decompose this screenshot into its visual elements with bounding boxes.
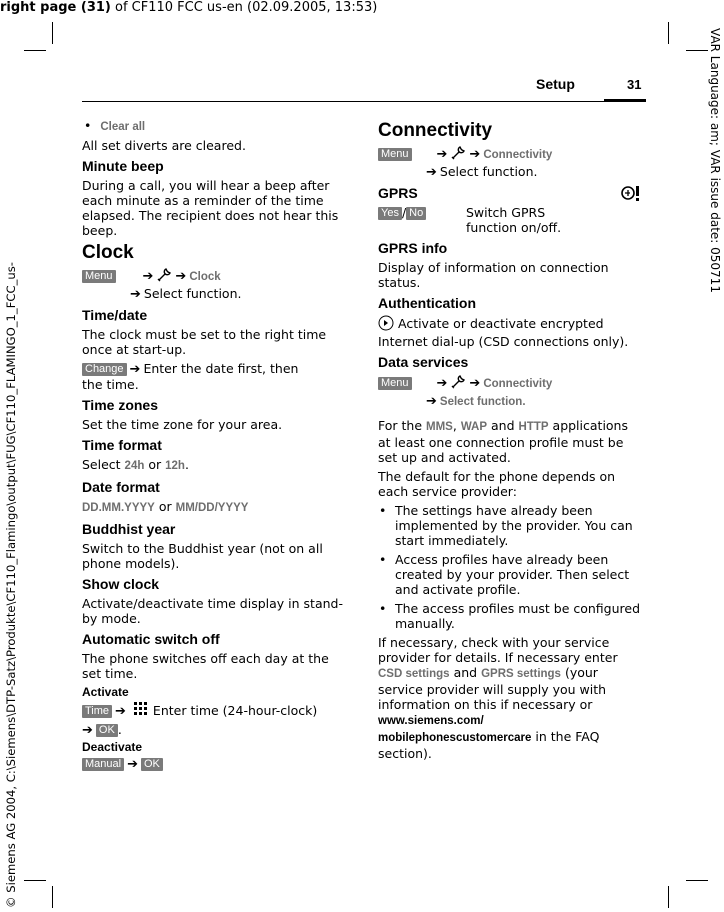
arrow-icon: ➔ <box>175 269 187 284</box>
arrow-icon: ➔ <box>82 723 93 738</box>
manual-softkey[interactable]: Manual <box>82 758 124 771</box>
left-column: • Clear all All set diverts are cleared. Minute beep During a call, you will hear a beep after each minute as a reminder of the time elapsed. The recipient does not hear this beep. Clock Menu ➔ ➔ Clock ➔ Select function. Time/date The clock must be set to the right time once at start-up. Change ➔ Enter the date first, then the time. Time zones Set the time zone for your area. Time format Select 24h or 12h. Date format DD.MM.YYYY or MM/DD/YYYY Buddhist year Switch to the Buddhist year (not on all phone models). Show clock Activate/deactivate time display in stand-by mode. Automatic switch off The phone switches off each day at the set time. Activate Time ➔ Enter time (24-hour-clock) ➔ OK . Deactivate Manual ➔ OK <box>82 118 343 772</box>
clock-heading: Clock <box>82 242 134 263</box>
provider-dependent-icon <box>620 184 642 206</box>
arrow-icon: ➔ <box>115 704 126 719</box>
wrench-icon <box>156 267 172 286</box>
data-services-nav <box>378 374 644 393</box>
select-word: Select <box>82 457 121 472</box>
menu-softkey[interactable]: Menu <box>82 270 116 283</box>
gprs-heading-text: GPRS <box>378 185 418 201</box>
side-text-right: VAR Language: am; VAR issue date: 050711 <box>708 28 722 293</box>
show-clock-heading: Show clock <box>82 576 160 592</box>
siemens-url-2[interactable]: mobilephonescustomercare <box>378 732 532 744</box>
or-word: or <box>148 457 162 472</box>
date-format-2: MM/DD/YYYY <box>175 502 249 514</box>
deactivate-heading: Deactivate <box>82 740 143 754</box>
or-word: or <box>158 499 172 514</box>
change-softkey[interactable]: Change <box>82 363 127 376</box>
http-label: HTTP <box>518 421 549 433</box>
connectivity-nav-label: Connectivity <box>483 149 553 161</box>
gprs-info-heading: GPRS info <box>378 240 448 256</box>
arrow-icon: ➔ <box>426 165 437 180</box>
time-date-heading: Time/date <box>82 307 148 323</box>
arrow-icon: ➔ <box>436 376 448 391</box>
siemens-url-1[interactable]: www.siemens.com/ <box>378 715 484 727</box>
buddhist-heading: Buddhist year <box>82 521 176 537</box>
date-format-1: DD.MM.YYYY <box>82 502 155 514</box>
time-zones-text: Set the time zone for your area. <box>82 417 283 432</box>
and-word: and <box>453 665 478 680</box>
arrow-icon: ➔ <box>129 362 141 377</box>
time-date-action: Enter the date first, then the time. <box>82 361 299 392</box>
crop-mark <box>24 50 46 51</box>
crop-mark <box>52 886 53 908</box>
mms-label: MMS <box>426 421 453 433</box>
default-text: The default for the phone depends on each service provider: <box>378 469 616 499</box>
list-item: • The access profiles must be configured manually. <box>378 601 644 631</box>
applications-text: applications at least one connection profile must be set up and activated. <box>378 418 628 465</box>
time-format-heading: Time format <box>82 437 162 453</box>
ok-softkey[interactable]: OK <box>96 724 118 737</box>
connectivity-heading: Connectivity <box>378 120 493 141</box>
auto-off-text: The phone switches off each day at the set time. <box>82 651 329 681</box>
provider-list <box>378 503 644 631</box>
minute-beep-heading: Minute beep <box>82 158 164 174</box>
list-item: • Access profiles have already been created by your provider. Then select and activate profile. <box>378 552 644 597</box>
time-softkey[interactable]: Time <box>82 705 112 718</box>
csd-settings-label: CSD settings <box>378 668 450 680</box>
data-services-nav-label: Connectivity <box>483 378 553 390</box>
keypad-icon <box>133 701 149 722</box>
side-text-left: © Siemens AG 2004, C:\Siemens\DTP-Satz\Produkte\CF110_Flamingo\output\FUG\CF110_FLAMINGO_1_FCC_us- <box>4 262 18 908</box>
if-necessary-text-1: If necessary, check with your service provider for details. If necessary enter <box>378 635 618 665</box>
page-number: 31 <box>627 77 642 92</box>
and-word: and <box>491 418 515 433</box>
gprs-info-text: Display of information on connection status. <box>378 260 609 290</box>
crop-mark <box>52 22 53 44</box>
period: . <box>117 722 122 737</box>
navigation-key-icon <box>378 315 394 334</box>
arrow-icon: ➔ <box>127 757 138 772</box>
select-function-bold: Select function. <box>439 396 526 408</box>
file-info-page: right page (31) <box>0 0 111 15</box>
page-header-title: Setup <box>536 76 575 92</box>
format-12h: 12h <box>165 460 185 472</box>
if-necessary-text-2: (your service provider will supply you with information on this if necessary or <box>378 665 607 712</box>
arrow-icon: ➔ <box>436 147 448 162</box>
if-necessary-text-3: in the FAQ section). <box>378 729 600 761</box>
header-rule-thick <box>604 99 646 102</box>
ok-softkey[interactable]: OK <box>141 758 163 771</box>
crop-mark <box>686 50 708 51</box>
period: . <box>184 457 189 472</box>
clear-all-label: Clear all <box>100 121 146 133</box>
arrow-icon: ➔ <box>469 376 481 391</box>
arrow-icon: ➔ <box>142 269 154 284</box>
wrench-icon <box>450 374 466 393</box>
for-the-text: For the <box>378 418 423 433</box>
no-softkey[interactable]: No <box>406 207 426 220</box>
authentication-text: Activate or deactivate encrypted Internet dial-up (CSD connections only). <box>378 316 629 349</box>
authentication-heading: Authentication <box>378 295 476 311</box>
buddhist-text: Switch to the Buddhist year (not on all phone models). <box>82 541 323 571</box>
show-clock-text: Activate/deactivate time display in stand-by mode. <box>82 596 343 626</box>
time-zones-heading: Time zones <box>82 397 158 413</box>
list-item: • The settings have already been implemented by the provider. You can start immediately. <box>378 503 644 548</box>
time-date-text: The clock must be set to the right time once at start-up. <box>82 327 327 357</box>
right-column: Connectivity Menu ➔ ➔ Connectivity ➔ Select function. GPRS Yes / No Switch GPRS function on/off. GPRS info Display of information on connection status. Authentication Activate or deactivate encrypted Internet dial-up (CSD connections only). Data services Menu ➔ ➔ Connectivity ➔ Select function. For the MMS, WAP and HTTP applications at least one connection profile must be set up and activated. The default for the phone depends on each service provider: • The settings have already been implemented by the provider. You can start immediately. • Access profiles have already been created by your provider. Then select and activate profile. • The access profiles must be configured manually. If necessary, check with your service provider for details. If necessary enter CSD settings and GPRS settings (your service provider will supply you with information on this if necessary or www.siemens.com/ mobilephonescustomercare in the FAQ section). <box>378 118 644 765</box>
clock-nav <box>82 267 344 286</box>
yes-softkey[interactable]: Yes <box>378 207 402 220</box>
arrow-icon: ➔ <box>426 394 437 409</box>
select-function-text: Select function. <box>143 286 242 301</box>
arrow-icon: ➔ <box>469 147 481 162</box>
select-function-text: Select function. <box>439 164 538 179</box>
minute-beep-text: During a call, you will hear a beep after each minute as a reminder of the time elapsed. The recipient does not hear this beep. <box>82 178 339 238</box>
crop-mark <box>24 880 46 881</box>
gprs-row: Yes / No Switch GPRS function on/off. <box>378 205 644 235</box>
header-rule <box>82 101 646 102</box>
enter-time-text: Enter time (24-hour-clock) <box>152 703 318 718</box>
wap-label: WAP <box>460 421 488 433</box>
file-info-line <box>0 0 377 15</box>
crop-mark <box>668 22 669 44</box>
crop-mark <box>686 880 708 881</box>
data-services-heading: Data services <box>378 354 469 370</box>
wrench-icon <box>450 145 466 164</box>
clock-nav-label: Clock <box>189 271 221 283</box>
crop-mark <box>668 886 669 908</box>
gprs-text: Switch GPRS function on/off. <box>466 205 562 235</box>
gprs-settings-label: GPRS settings <box>481 668 561 680</box>
gprs-heading <box>378 184 644 202</box>
file-info-rest: of CF110 FCC us-en (02.09.2005, 13:53) <box>110 0 378 15</box>
menu-softkey[interactable]: Menu <box>378 148 412 161</box>
menu-softkey[interactable]: Menu <box>378 377 412 390</box>
auto-off-heading: Automatic switch off <box>82 631 220 647</box>
arrow-icon: ➔ <box>130 287 141 302</box>
activate-heading: Activate <box>82 685 129 699</box>
clear-all-text: All set diverts are cleared. <box>82 138 246 153</box>
format-24h: 24h <box>124 460 145 472</box>
date-format-heading: Date format <box>82 479 160 495</box>
connectivity-nav <box>378 145 644 164</box>
